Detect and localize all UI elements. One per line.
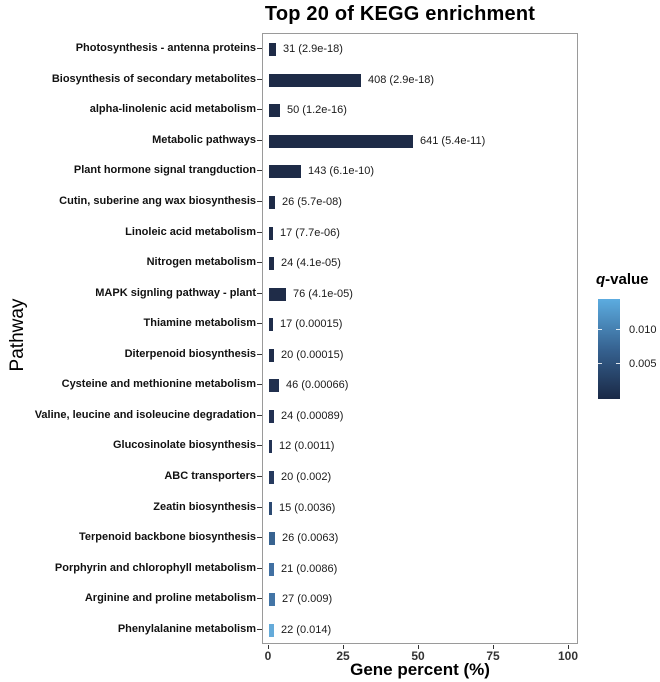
bar-annotation: 27 (0.009): [282, 593, 333, 605]
y-tick: [257, 629, 262, 630]
chart-title: Top 20 of KEGG enrichment: [264, 3, 536, 25]
bar-11: [269, 349, 274, 362]
pathway-label: Glucosinolate biosynthesis: [112, 439, 256, 451]
bar-annotation: 143 (6.1e-10): [308, 165, 375, 177]
bar-annotation: 17 (7.7e-06): [280, 227, 340, 239]
bar-14: [269, 440, 272, 453]
y-axis-labels: [0, 33, 256, 644]
legend-title-rest: -value: [605, 271, 649, 288]
pathway-label: alpha-linolenic acid metabolism: [89, 103, 256, 115]
pathway-label: Biosynthesis of secondary metabolites: [51, 73, 256, 85]
colorbar-tick-right-0010: [616, 329, 620, 330]
bar-8: [269, 257, 274, 270]
colorbar-tick-left-0005: [598, 363, 602, 364]
bar-6: [269, 196, 275, 209]
x-tick-label: 100: [557, 649, 579, 663]
pathway-label: Terpenoid backbone biosynthesis: [78, 531, 256, 543]
bar-annotation: 20 (0.00015): [281, 349, 344, 361]
y-tick: [257, 476, 262, 477]
bar-10: [269, 318, 273, 331]
pathway-label: Phenylalanine metabolism: [117, 623, 256, 635]
y-tick: [257, 354, 262, 355]
qvalue-colorbar: [598, 299, 620, 399]
x-tick-label: 25: [336, 649, 350, 663]
x-axis-title: Gene percent (%): [350, 660, 490, 679]
legend-title: [596, 271, 649, 288]
y-tick: [257, 293, 262, 294]
plot-panel: [262, 33, 578, 644]
bar-annotation: 12 (0.0011): [279, 440, 335, 452]
pathway-label: Photosynthesis - antenna proteins: [75, 42, 256, 54]
pathway-label: Metabolic pathways: [152, 134, 256, 146]
y-axis-title: Pathway: [7, 298, 28, 372]
pathway-label: Diterpenoid biosynthesis: [124, 348, 256, 360]
y-tick: [257, 140, 262, 141]
bar-annotation: 50 (1.2e-16): [287, 104, 347, 116]
bar-annotation: 26 (5.7e-08): [282, 196, 342, 208]
bar-annotation: 24 (4.1e-05): [281, 257, 341, 269]
bar-annotation: 22 (0.014): [281, 624, 332, 636]
y-tick: [257, 445, 262, 446]
y-tick: [257, 170, 262, 171]
y-tick: [257, 384, 262, 385]
bar-7: [269, 227, 273, 240]
bar-annotation: 46 (0.00066): [286, 379, 349, 391]
pathway-label: Thiamine metabolism: [143, 317, 256, 329]
bar-annotation: 24 (0.00089): [281, 410, 344, 422]
pathway-label: Linoleic acid metabolism: [125, 226, 256, 238]
bar-3: [269, 104, 280, 117]
pathway-label: Porphyrin and chlorophyll metabolism: [54, 562, 256, 574]
bar-16: [269, 502, 272, 515]
colorbar-tick-right-0005: [616, 363, 620, 364]
pathway-label: Plant hormone signal trangduction: [73, 164, 256, 176]
bar-1: [269, 43, 276, 56]
pathway-label: Arginine and proline metabolism: [84, 592, 256, 604]
y-tick: [257, 415, 262, 416]
bar-18: [269, 563, 274, 576]
pathway-label: Valine, leucine and isoleucine degradation: [34, 409, 256, 421]
legend-tick-0005: 0.005: [629, 358, 657, 370]
y-tick: [257, 598, 262, 599]
pathway-label: MAPK signling pathway - plant: [95, 287, 256, 299]
bar-annotation: 26 (0.0063): [282, 532, 339, 544]
y-tick: [257, 232, 262, 233]
y-tick: [257, 568, 262, 569]
x-tick-label: 0: [264, 649, 272, 663]
bar-19: [269, 593, 275, 606]
y-tick: [257, 48, 262, 49]
y-tick: [257, 109, 262, 110]
bar-annotation: 408 (2.9e-18): [368, 74, 435, 86]
y-tick: [257, 262, 262, 263]
bar-annotation: 76 (4.1e-05): [293, 288, 353, 300]
bar-13: [269, 410, 274, 423]
bar-annotation: 15 (0.0036): [279, 502, 336, 514]
legend-title-q: q: [596, 271, 606, 288]
bar-annotation: 21 (0.0086): [281, 563, 338, 575]
bar-2: [269, 74, 361, 87]
colorbar-tick-left-0010: [598, 329, 602, 330]
y-tick: [257, 507, 262, 508]
bar-15: [269, 471, 274, 484]
y-tick: [257, 201, 262, 202]
bar-12: [269, 379, 279, 392]
bar-annotation: 17 (0.00015): [280, 318, 343, 330]
bar-9: [269, 288, 286, 301]
bar-annotation: 641 (5.4e-11): [420, 135, 486, 147]
pathway-label: Zeatin biosynthesis: [153, 501, 256, 513]
bar-20: [269, 624, 274, 637]
y-tick: [257, 537, 262, 538]
x-tick-label: 75: [486, 649, 500, 663]
bar-5: [269, 165, 301, 178]
bar-annotation: 20 (0.002): [281, 471, 332, 483]
pathway-label: Cysteine and methionine metabolism: [61, 378, 256, 390]
pathway-label: ABC transporters: [164, 470, 256, 482]
pathway-label: Cutin, suberine ang wax biosynthesis: [59, 195, 256, 207]
y-tick: [257, 323, 262, 324]
legend-tick-0010: 0.010: [629, 324, 657, 336]
y-tick: [257, 79, 262, 80]
x-tick-label: 50: [411, 649, 425, 663]
bar-4: [269, 135, 413, 148]
bar-annotation: 31 (2.9e-18): [283, 43, 343, 55]
pathway-label: Nitrogen metabolism: [146, 256, 256, 268]
bar-17: [269, 532, 275, 545]
